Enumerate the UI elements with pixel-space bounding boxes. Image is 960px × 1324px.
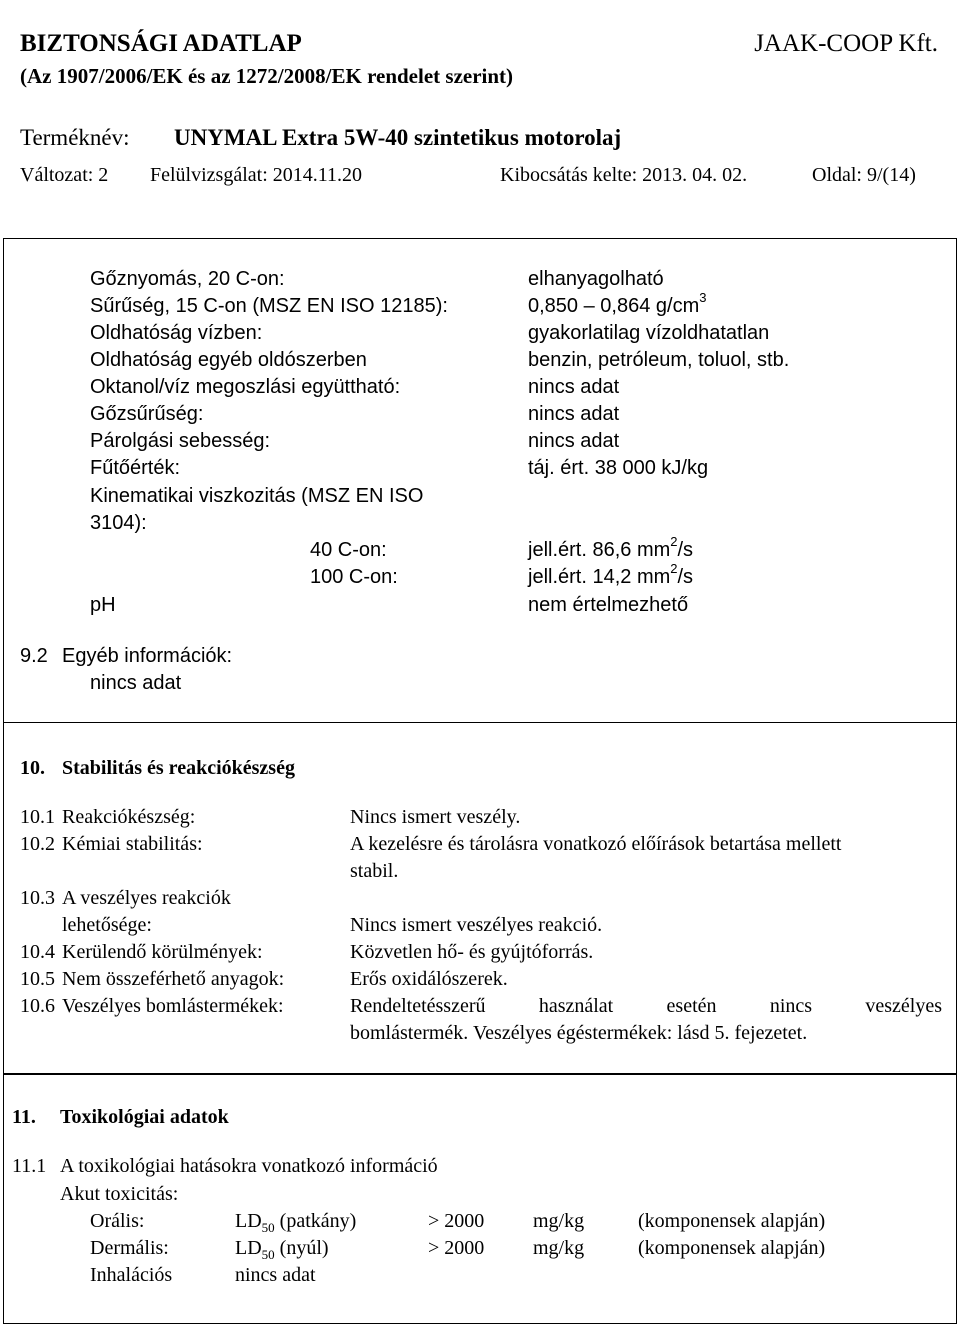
item-label: Veszélyes bomlástermékek: <box>62 995 284 1017</box>
acute-toxicity-label: Akut toxicitás: <box>60 1183 179 1205</box>
item-label: Nem összeférhető anyagok: <box>62 968 285 990</box>
other-info-value: nincs adat <box>90 672 182 694</box>
viscosity-40-label: 40 C-on: <box>310 539 387 561</box>
product-label: Terméknév: <box>20 125 130 150</box>
viscosity-40-value: jell.ért. 86,6 $mm^2/s$ <box>528 534 694 561</box>
item-number: 10.2 <box>20 833 55 855</box>
item-value: Erős oxidálószerek. <box>350 968 508 990</box>
viscosity-label-cont: 3104): <box>90 512 147 534</box>
toxicity-note: (komponensek alapján) <box>638 1210 826 1232</box>
item-number: 10.3 <box>20 887 55 909</box>
viscosity-100-label: 100 C-on: <box>310 566 398 588</box>
property-label: Oldhatóság egyéb oldószerben <box>90 349 367 371</box>
toxicity-note: (komponensek alapján) <box>638 1237 826 1259</box>
section-title: Toxikológiai adatok <box>60 1106 229 1128</box>
subsection-title: Egyéb információk: <box>62 645 233 667</box>
item-value: Nincs ismert veszélyes reakció. <box>350 914 603 936</box>
company-name: JAAK-COOP Kft. <box>754 30 938 57</box>
route-label: Inhalációs <box>90 1264 173 1286</box>
property-label: Oldhatóság vízben: <box>90 322 263 344</box>
item-label-cont: lehetősége: <box>62 914 152 936</box>
property-label: Oktanol/víz megoszlási együttható: <box>90 376 401 398</box>
product-name: UNYMAL Extra 5W-40 szintetikus motorolaj <box>174 125 622 150</box>
property-value: táj. ért. 38 000 kJ/kg <box>528 457 709 479</box>
revision-date: Felülvizsgálat: 2014.11.20 <box>150 164 363 186</box>
item-value-cont: stabil. <box>350 860 399 882</box>
property-value: gyakorlatilag vízoldhatatlan <box>528 322 770 344</box>
inhalation-value: nincs adat <box>235 1264 316 1286</box>
ld-value: $LD_{50}$ (patkány) <box>235 1210 357 1235</box>
viscosity-100-value: jell.ért. 14,2 $mm^2/s$ <box>528 561 694 588</box>
item-number: 10.4 <box>20 941 55 963</box>
ld-value: $LD_{50}$ (nyúl) <box>235 1237 329 1262</box>
route-label: Dermális: <box>90 1237 169 1259</box>
section-number: 11. <box>12 1106 36 1128</box>
property-value: elhanyagolható <box>528 268 664 290</box>
item-value: Közvetlen hő- és gyújtóforrás. <box>350 941 594 963</box>
subsection-title: A toxikológiai hatásokra vonatkozó információ <box>60 1155 438 1177</box>
item-label: Reakciókészség: <box>62 806 196 828</box>
section-title: Stabilitás és reakciókészség <box>62 757 295 779</box>
route-label: Orális: <box>90 1210 145 1232</box>
item-number: 10.6 <box>20 995 55 1017</box>
toxicity-unit: mg/kg <box>533 1210 585 1232</box>
item-label: Kerülendő körülmények: <box>62 941 263 963</box>
page-number: Oldal: 9/(14) <box>812 164 916 186</box>
section-number: 10. <box>20 757 45 779</box>
issue-date: Kibocsátás kelte: 2013. 04. 02. <box>500 164 748 186</box>
item-number: 10.1 <box>20 806 55 828</box>
toxicity-unit: mg/kg <box>533 1237 585 1259</box>
item-value: Rendeltetésszerű használat esetén nincs veszélyes <box>350 995 942 1017</box>
property-label: Gőzsűrűség: <box>90 403 204 425</box>
property-label: Sűrűség, 15 C-on (MSZ EN ISO 12185): <box>90 295 448 317</box>
subsection-number: 11.1 <box>12 1155 47 1177</box>
regulation-note: (Az 1907/2006/EK és az 1272/2008/EK rendelet szerint) <box>20 64 514 88</box>
ph-value: nem értelmezhető <box>528 594 689 616</box>
ph-label: pH <box>90 594 116 616</box>
item-number: 10.5 <box>20 968 55 990</box>
viscosity-label: Kinematikai viszkozitás (MSZ EN ISO <box>90 485 424 507</box>
item-label: A veszélyes reakciók <box>62 887 231 909</box>
item-value: A kezelésre és tárolásra vonatkozó előírások betartása mellett <box>350 833 842 855</box>
item-label: Kémiai stabilitás: <box>62 833 203 855</box>
version: Változat: 2 <box>20 164 109 186</box>
property-label: Párolgási sebesség: <box>90 430 271 452</box>
property-value: nincs adat <box>528 430 620 452</box>
property-label: Gőznyomás, 20 C-on: <box>90 268 285 290</box>
subsection-number: 9.2 <box>20 645 48 667</box>
property-label: Fűtőérték: <box>90 457 181 479</box>
toxicity-value: > 2000 <box>428 1237 485 1259</box>
item-value: Nincs ismert veszély. <box>350 806 521 828</box>
item-value-cont: bomlástermék. Veszélyes égéstermékek: lásd 5. fejezetet. <box>350 1022 808 1044</box>
toxicity-value: > 2000 <box>428 1210 485 1232</box>
property-value: benzin, petróleum, toluol, stb. <box>528 349 790 371</box>
property-value: nincs adat <box>528 376 620 398</box>
property-value: nincs adat <box>528 403 620 425</box>
property-value: 0,850 – 0,864 $g/cm^3$ <box>528 290 707 317</box>
document-title: BIZTONSÁGI ADATLAP <box>20 30 302 57</box>
